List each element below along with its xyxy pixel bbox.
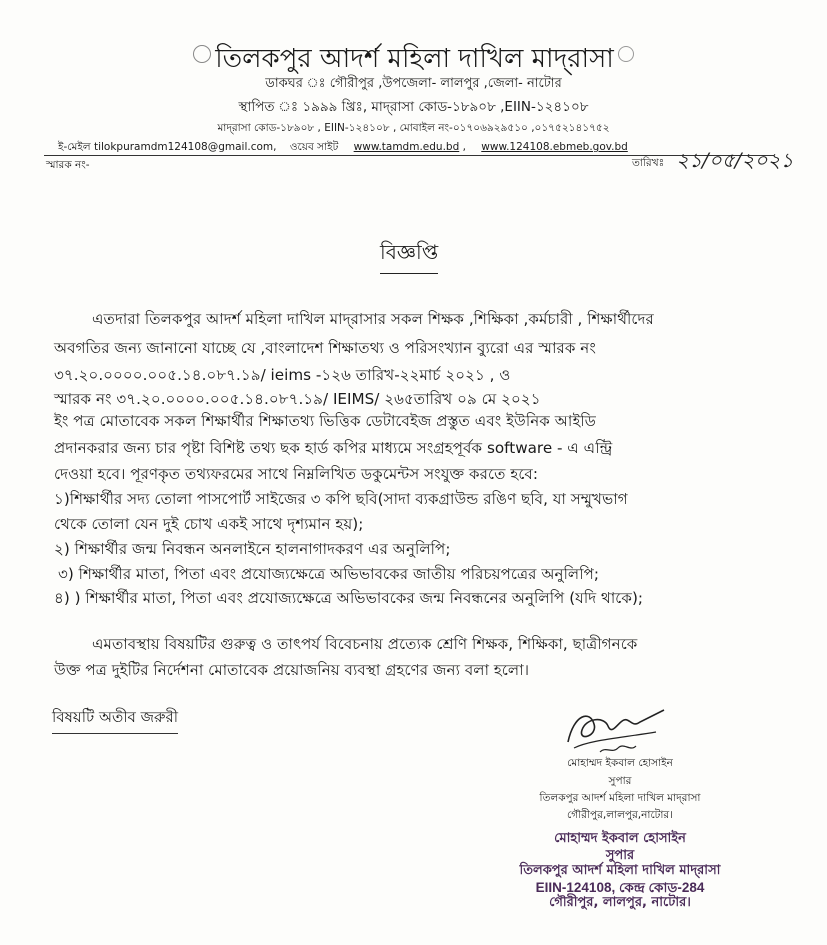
website-link-2[interactable]: www.124108.ebmeb.gov.bd bbox=[481, 141, 628, 153]
body-line: দেওয়া হবে। পূরণকৃত তথ্যফরমের সাথে নিম্নলিখিত ডকুমেন্টস সংযুক্ত করতে হবে: bbox=[54, 465, 539, 483]
list-item: থেকে তোলা যেন দুই চোখ একই সাথে দৃশ্যমান হয়); bbox=[54, 515, 364, 533]
address-line: ডাকঘর ঃ গৌরীপুর ,উপজেলা- লালপুর ,জেলা- নাটোর bbox=[265, 76, 562, 91]
list-item: ২) শিক্ষার্থীর জন্ম নিবন্ধন অনলাইনে হালনাগাদকরণ এর অনুলিপি; bbox=[54, 540, 451, 558]
signatory-location: গৌরীপুর,লালপুর,নাটোর। bbox=[567, 809, 673, 821]
stamp-designation: সুপার bbox=[605, 848, 635, 863]
stamp-eiin: EIIN-124108, কেন্দ্র কোড-284 bbox=[535, 880, 705, 895]
stamp-org: তিলকপুর আদর্শ মহিলা দাখিল মাদ্‌রাসা bbox=[519, 863, 721, 878]
body-line: এতদারা তিলকপুর আদর্শ মহিলা দাখিল মাদ্‌রাসার সকল শিক্ষক ,শিক্ষিকা ,কর্মচারী , শিক্ষার্থীদের bbox=[92, 310, 654, 328]
signatory-designation: সুপার bbox=[608, 775, 632, 787]
list-item: ৪) ) শিক্ষার্থীর মাতা, পিতা এবং প্রযোজ্যক্ষেত্রে অভিভাবকের জন্ম নিবন্ধনের অনুলিপি (যদি থাকে); bbox=[54, 589, 644, 607]
seal-icon bbox=[193, 45, 211, 63]
notice-title: বিজ্ঞপ্তি bbox=[380, 238, 438, 274]
date-handwritten: ২১/০৫/২০২১ bbox=[676, 148, 794, 172]
date-label: তারিখঃ bbox=[632, 157, 665, 169]
list-item: ৩) শিক্ষার্থীর মাতা, পিতা এবং প্রযোজ্যক্ষেত্রে অভিভাবকের জাতীয় পরিচয়পত্রের অনুলিপি; bbox=[58, 565, 600, 583]
email-line: ই-মেইল tilokpuramdm124108@gmail.com, ওয়েব সাইট www.tamdm.edu.bd , www.124108.ebmeb.gov.bd bbox=[58, 141, 628, 153]
email-text: ই-মেইল tilokpuramdm124108@gmail.com, bbox=[58, 141, 277, 153]
signatory-org: তিলকপুর আদর্শ মহিলা দাখিল মাদ্‌রাসা bbox=[539, 792, 701, 804]
body-line: এমতাবস্থায় বিষয়টির গুরুত্ব ও তাৎপর্য বিবেচনায় প্রত্যেক শ্রেণি শিক্ষক, শিক্ষিকা, ছাত্রীগনকে bbox=[92, 635, 638, 653]
body-line: ইং পত্র মোতাবেক সকল শিক্ষার্থীর শিক্ষাতথ্য ভিত্তিক ডেটাবেইজ প্রস্তুত এবং ইউনিক আইডি bbox=[54, 412, 596, 430]
body-line: স্মারক নং ৩৭.২০.০০০০.০০৫.১৪.০৮৭.১৯/ IEIMS/ ২৬৫তারিখ ০৯ মে ২০২১ bbox=[54, 390, 541, 408]
reference-number: স্মারক নং- bbox=[46, 159, 90, 171]
body-line: প্রদানকরার জন্য চার পৃষ্টা বিশিষ্ট তথ্য ছক হার্ড কপির মাধ্যমে সংগ্রহপূর্বক software - এ এন্ট্রি bbox=[54, 439, 613, 457]
body-line: ৩৭.২০.০০০০.০০৫.১৪.০৮৭.১৯/ ieims -১২৬ তারিখ-২২মার্চ ২০২১ , ও bbox=[54, 366, 511, 384]
signature-icon bbox=[560, 702, 670, 757]
stamp-location: গৌরীপুর, লালপুর, নাটোর। bbox=[549, 895, 691, 910]
list-item: ১)শিক্ষার্থীর সদ্য তোলা পাসপোর্ট সাইজের ৩ কপি ছবি(সাদা ব্যকগ্রাউন্ড রঙিণ ছবি, যা সম্মুখভাগ bbox=[54, 490, 628, 508]
signatory-name: মোহাম্মদ ইকবাল হোসাইন bbox=[567, 757, 673, 769]
org-name: তিলকপুর আদর্শ মহিলা দাখিল মাদ্‌রাসা bbox=[215, 44, 614, 74]
website-label: ওয়েব সাইট bbox=[289, 141, 339, 153]
body-line: উক্ত পত্র দুইটির নির্দেশনা মোতাবেক প্রয়োজনিয় ব্যবস্থা গ্রহণের জন্য বলা হলো। bbox=[54, 661, 530, 679]
body-line: অবগতির জন্য জানানো যাচ্ছে যে ,বাংলাদেশ শিক্ষাতথ্য ও পরিসংখ্যান ব্যুরো এর স্মারক নং bbox=[54, 339, 596, 357]
stamp-name: মোহাম্মদ ইকবাল হোসাইন bbox=[554, 831, 686, 846]
established-line: স্থাপিত ঃ ১৯৯৯ খ্রিঃ, মাদ্‌রাসা কোড-১৮৯০৮ ,EIIN-১২৪১০৮ bbox=[238, 99, 589, 115]
header-divider bbox=[44, 155, 774, 156]
website-link-1[interactable]: www.tamdm.edu.bd bbox=[353, 141, 460, 153]
seal-icon bbox=[618, 46, 634, 62]
important-note: বিষয়টি অতীব জরুরী bbox=[52, 706, 178, 734]
contact-line: মাদ্‌রাসা কোড-১৮৯০৮ , EIIN-১২৪১০৮ , মোবাইল নং-০১৭০৬৯২৯৫১০ ,০১৭৫২১৪১৭৫২ bbox=[217, 122, 610, 134]
